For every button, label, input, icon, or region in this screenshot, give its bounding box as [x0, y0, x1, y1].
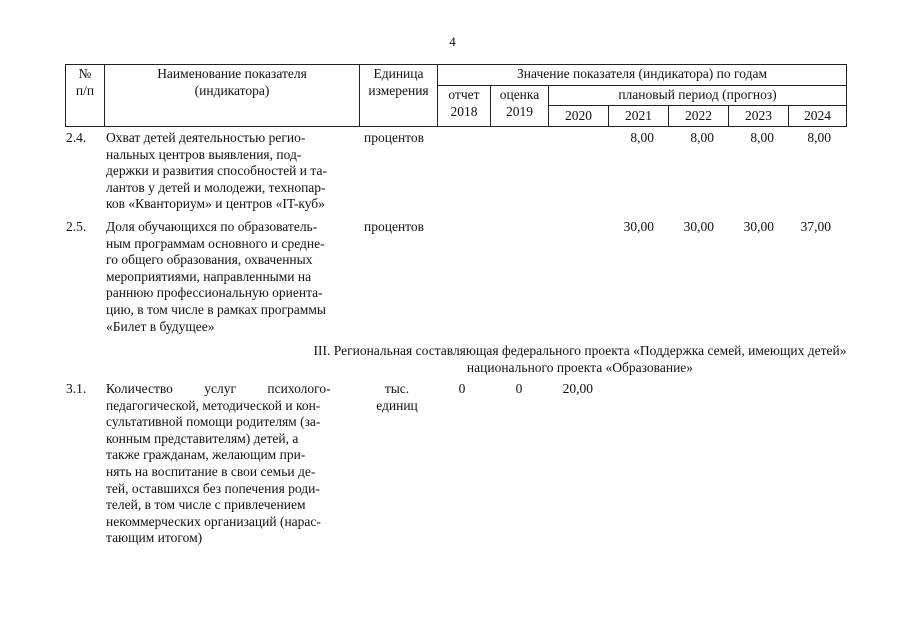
row-name-line: педагогической, методической и кон-: [106, 397, 321, 413]
row-value-2021: 30,00: [623, 219, 654, 234]
row-name-line: мероприятиями, направленными на: [106, 268, 312, 284]
row-unit-line: тыс.: [384, 381, 410, 396]
row-value-2023: 30,00: [743, 219, 774, 234]
row-name-line: Количество услуг психолого-: [106, 381, 331, 396]
row-name-line: тей, оставшихся без попечения роди-: [106, 480, 320, 496]
row-unit: [362, 381, 432, 414]
row-name-line: Доля обучающихся по образователь-: [106, 219, 318, 234]
header-col-unit: Единица измерения: [368, 66, 429, 98]
row-indicator-name: [106, 219, 359, 335]
row-unit: процентов: [364, 219, 425, 234]
header-col-values: Значение показателя (индикатора) по годам: [517, 66, 767, 81]
header-year-2022: 2022: [685, 108, 712, 123]
row-name-line: некоммерческих организаций (нарас-: [106, 513, 321, 529]
row-number: 2.4.: [66, 130, 87, 145]
header-bottom-border: [65, 126, 847, 127]
header-col-planned: плановый период (прогноз): [618, 87, 777, 102]
row-name-line: Охват детей деятельностью регио-: [106, 130, 306, 145]
row-value-2024: 37,00: [800, 219, 831, 234]
header-year-2024: 2024: [804, 108, 831, 123]
header-year-2021: 2021: [625, 108, 652, 123]
header-divider-planned: [548, 105, 847, 106]
row-indicator-name: [106, 381, 359, 547]
row-name-line: нальных центров выявления, под-: [106, 146, 302, 162]
section-heading-line: III. Региональная составляющая федерального проекта «Поддержка семей, имеющих детей»: [313, 343, 847, 358]
section-heading-line: национального проекта «Образование»: [466, 359, 694, 375]
header-col-report: отчет 2018: [448, 87, 480, 119]
row-name-line: раннюю профессиональную ориента-: [106, 285, 323, 301]
row-value-2019: 0: [515, 381, 523, 396]
page-number: 4: [449, 34, 456, 49]
row-value-2022: 30,00: [683, 219, 714, 234]
row-value-2021: 8,00: [630, 130, 654, 145]
row-name-line: телей, в том числе с привлечением: [106, 497, 306, 513]
row-name-line: также гражданам, желающим при-: [106, 447, 306, 463]
header-col-num: № п/п: [75, 66, 95, 98]
row-name-line: тающим итогом): [106, 530, 203, 546]
row-name-line: го общего образования, охваченных: [106, 252, 313, 268]
header-year-2020: 2020: [565, 108, 592, 123]
row-unit: процентов: [364, 130, 425, 145]
header-divider-values: [437, 85, 847, 86]
header-col-name: Наименование показателя (индикатора): [157, 66, 307, 98]
section-heading: [300, 343, 860, 376]
row-value-2023: 8,00: [750, 130, 774, 145]
row-name-line: сультативной помощи родителям (за-: [106, 414, 321, 430]
header-col-estimate: оценка 2019: [499, 87, 540, 119]
row-value-2020: 20,00: [562, 381, 593, 396]
row-value-2018: 0: [458, 381, 466, 396]
row-name-line: ков «Кванториум» и центров «IT-куб»: [106, 196, 325, 212]
header-top-border: [65, 64, 847, 65]
row-name-line: нять на воспитание в свои семьи де-: [106, 463, 316, 479]
row-unit-line: единиц: [376, 397, 418, 413]
header-vline-10: [846, 64, 847, 127]
row-number: 2.5.: [66, 219, 87, 234]
header-year-2023: 2023: [745, 108, 772, 123]
row-name-line: «Билет в будущее»: [106, 318, 215, 334]
row-name-line: лантов у детей и молодежи, технопар-: [106, 179, 326, 195]
row-name-line: держки и развития способностей и та-: [106, 163, 327, 179]
row-indicator-name: [106, 130, 359, 213]
row-name-line: цию, в том числе в рамках программы: [106, 301, 326, 317]
row-name-line: конным представителям) детей, а: [106, 430, 299, 446]
row-name-line: ным программам основного и средне-: [106, 235, 325, 251]
row-number: 3.1.: [66, 381, 87, 396]
row-value-2024: 8,00: [807, 130, 831, 145]
row-value-2022: 8,00: [690, 130, 714, 145]
